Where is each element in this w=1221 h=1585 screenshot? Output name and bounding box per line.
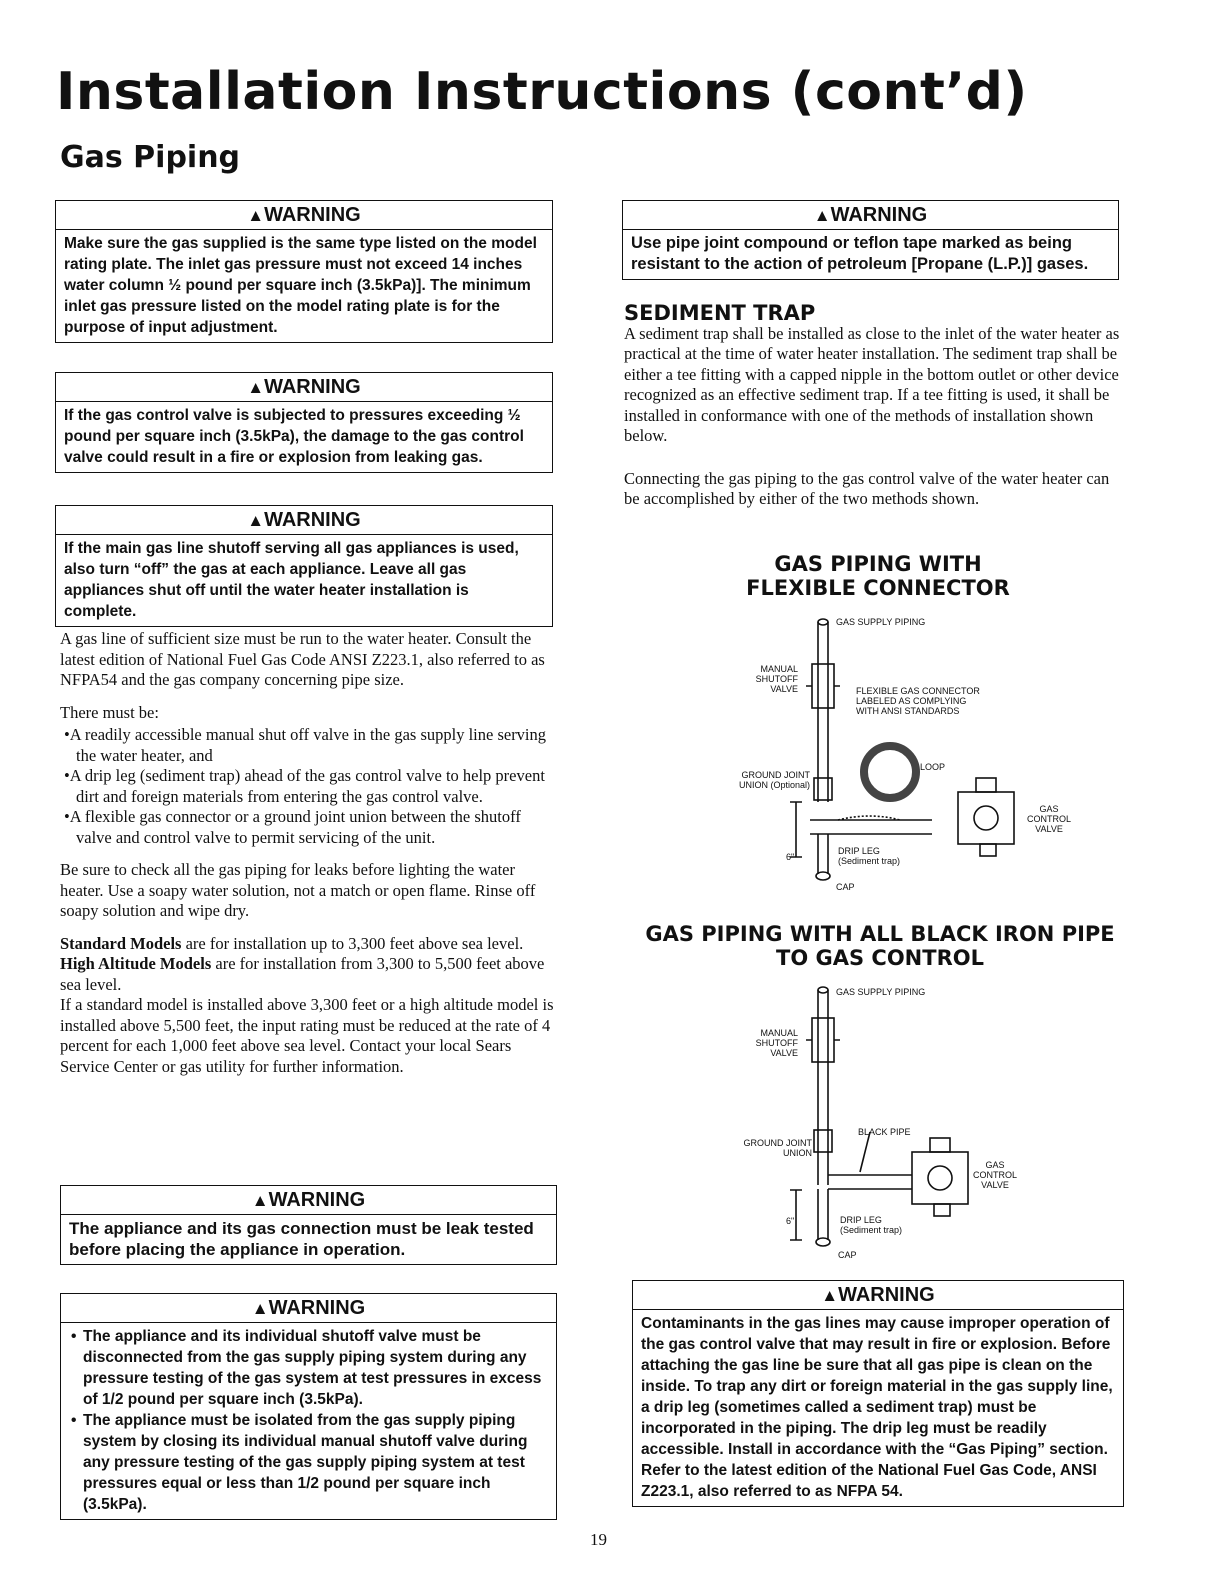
warning-heading: ▲WARNING <box>56 375 552 402</box>
bullet-drip-leg: •A drip leg (sediment trap) ahead of the gas control valve to help prevent dirt and foreign materials from entering the gas control valve. <box>64 766 545 806</box>
label-cap: CAP <box>836 882 855 892</box>
left-body <box>60 629 556 1077</box>
sediment-trap-heading: SEDIMENT TRAP <box>624 301 816 325</box>
warning-box-pressure <box>55 372 553 473</box>
warning-box-pressure-testing <box>60 1293 557 1520</box>
warning-icon: ▲ <box>251 1191 269 1210</box>
bullet-connector: •A flexible gas connector or a ground joint union between the shutoff valve and control valve to permit servicing of the unit. <box>64 807 521 847</box>
paragraph-connecting: Connecting the gas piping to the gas control valve of the water heater can be accomplished by either of the two methods shown. <box>624 468 1110 508</box>
warning-list <box>69 1326 548 1515</box>
warning-list-item: • The appliance and its individual shutoff valve must be disconnected from the gas supply piping system during any pressure testing of the gas system at test pressures in excess of 1/2 pound per square inch (3.5kPa). <box>83 1326 548 1410</box>
warning-box-leak-test <box>60 1185 557 1265</box>
section-title: Gas Piping <box>60 140 241 175</box>
right-body <box>624 303 1121 522</box>
warning-icon: ▲ <box>251 1299 269 1318</box>
label-gas-control-valve: GAS CONTROL VALVE <box>972 1160 1017 1190</box>
warning-box-shutoff <box>55 505 553 627</box>
warning-box-gas-type <box>55 200 553 343</box>
warning-text: Make sure the gas supplied is the same type listed on the model rating plate. The inlet gas pressure must not exceed 14 inches water column ½ pound per square inch (3.5kPa)]. The minimum inlet gas pressure listed on the model rating plate is for the purpose of input adjustment. <box>64 235 537 336</box>
paragraph-high-altitude: High Altitude Models are for installation from 3,300 to 5,500 feet above sea level. <box>60 954 545 994</box>
label-black-pipe: BLACK PIPE <box>858 1127 911 1137</box>
warning-list-item: • The appliance must be isolated from the gas supply piping system by closing its individual manual shutoff valve during any pressure testing of the gas supply piping system at test pressures equal or less than 1/2 pound per square inch (3.5kPa). <box>83 1410 548 1515</box>
label-drip-leg: DRIP LEG (Sediment trap) <box>840 1215 903 1235</box>
warning-text: If the main gas line shutoff serving all gas appliances is used, also turn “off” the gas at each appliance. Leave all gas appliances shut off until the water heater installation is complete. <box>64 540 519 620</box>
label-manual-shutoff: MANUAL SHUTOFF VALVE <box>755 664 798 694</box>
page-title: Installation Instructions (cont’d) <box>56 62 1028 122</box>
warning-box-contaminants <box>632 1280 1124 1507</box>
label-six-inch: 6" <box>786 1216 795 1226</box>
paragraph-there-must-be: There must be: <box>60 702 159 722</box>
label-gas-supply: GAS SUPPLY PIPING <box>836 617 926 627</box>
warning-icon: ▲ <box>821 1286 839 1305</box>
bullet-shutoff: •A readily accessible manual shut off valve in the gas supply line serving the water heater, and <box>64 725 547 765</box>
warning-text: Use pipe joint compound or teflon tape marked as being resistant to the action of petroleum [Propane (L.P.)] gases. <box>631 234 1089 273</box>
warning-heading: ▲WARNING <box>623 203 1118 230</box>
label-ground-joint-union: GROUND JOINT UNION <box>743 1138 812 1158</box>
page-number: 19 <box>590 1530 607 1549</box>
warning-box-pipe-compound <box>622 200 1119 280</box>
warning-icon: ▲ <box>247 511 265 530</box>
paragraph-leak-check: Be sure to check all the gas piping for leaks before lighting the water heater. Use a soapy water solution, not a match or open flame. Rinse off soapy solution and wipe dry. <box>60 860 536 920</box>
warning-text: If the gas control valve is subjected to pressures exceeding ½ pound per square inch (3.5kPa), the damage to the gas control valve could result in a fire or explosion from leaking gas. <box>64 407 524 466</box>
label-six-inch: 6" <box>786 852 795 862</box>
warning-icon: ▲ <box>247 378 265 397</box>
paragraph-gas-line: A gas line of sufficient size must be run to the water heater. Consult the latest edition of National Fuel Gas Code ANSI Z223.1, also referred to as NFPA54 and the gas company concerning pipe size. <box>60 629 545 689</box>
paragraph-sediment-trap: A sediment trap shall be installed as close to the inlet of the water heater as practical at the time of water heater installation. The sediment trap shall be either a tee fitting with a capped nipple in the bottom outlet or other device recognized as an effective sediment trap. If a tee fitting is used, it shall be installed in conformance with one of the methods of installation shown below. <box>624 323 1120 445</box>
warning-text: The appliance and its gas connection must be leak tested before placing the appliance in operation. <box>69 1219 534 1259</box>
warning-icon: ▲ <box>813 206 831 225</box>
label-gas-control-valve: GAS CONTROL VALVE <box>1026 804 1071 834</box>
paragraph-derate: If a standard model is installed above 3,300 feet or a high altitude model is installed above 5,500 feet, the input rating must be reduced at the rate of 4 percent for each 1,000 feet above sea level. Contact your local Sears Service Center or gas utility for further information. <box>60 995 554 1076</box>
label-cap: CAP <box>838 1250 857 1260</box>
warning-text: Contaminants in the gas lines may cause improper operation of the gas control valve that may result in fire or explosion. Before attaching the gas line be sure that all gas pipe is clean on the inside. To trap any dirt or foreign material in the gas supply line, a drip leg (sometimes called a sediment trap) must be incorporated in the piping. The drip leg must be readily accessible. Install in accordance with the “Gas Piping” section. Refer to the latest edition of the National Fuel Gas Code, ANSI Z223.1, also referred to as NFPA 54. <box>641 1315 1113 1500</box>
label-ground-joint-union: GROUND JOINT UNION (Optional) <box>738 770 810 790</box>
diagram2-title: GAS PIPING WITH ALL BLACK IRON PIPE TO GAS CONTROL <box>645 922 1115 970</box>
warning-icon: ▲ <box>247 206 265 225</box>
label-manual-shutoff: MANUAL SHUTOFF VALVE <box>755 1028 798 1058</box>
label-drip-leg: DRIP LEG (Sediment trap) <box>838 846 901 866</box>
warning-heading: ▲WARNING <box>56 203 552 230</box>
diagram1-title: GAS PIPING WITH FLEXIBLE CONNECTOR <box>746 552 1010 600</box>
warning-heading: ▲WARNING <box>61 1188 556 1215</box>
warning-heading: ▲WARNING <box>56 508 552 535</box>
label-gas-supply: GAS SUPPLY PIPING <box>836 987 926 997</box>
paragraph-standard-models: Standard Models are for installation up to 3,300 feet above sea level. <box>60 933 524 953</box>
label-loop: LOOP <box>920 762 946 772</box>
label-flexible-connector: FLEXIBLE GAS CONNECTOR LABELED AS COMPLYING WITH ANSI STANDARDS <box>856 686 980 716</box>
warning-heading: ▲WARNING <box>61 1296 556 1323</box>
warning-heading: ▲WARNING <box>633 1283 1123 1310</box>
